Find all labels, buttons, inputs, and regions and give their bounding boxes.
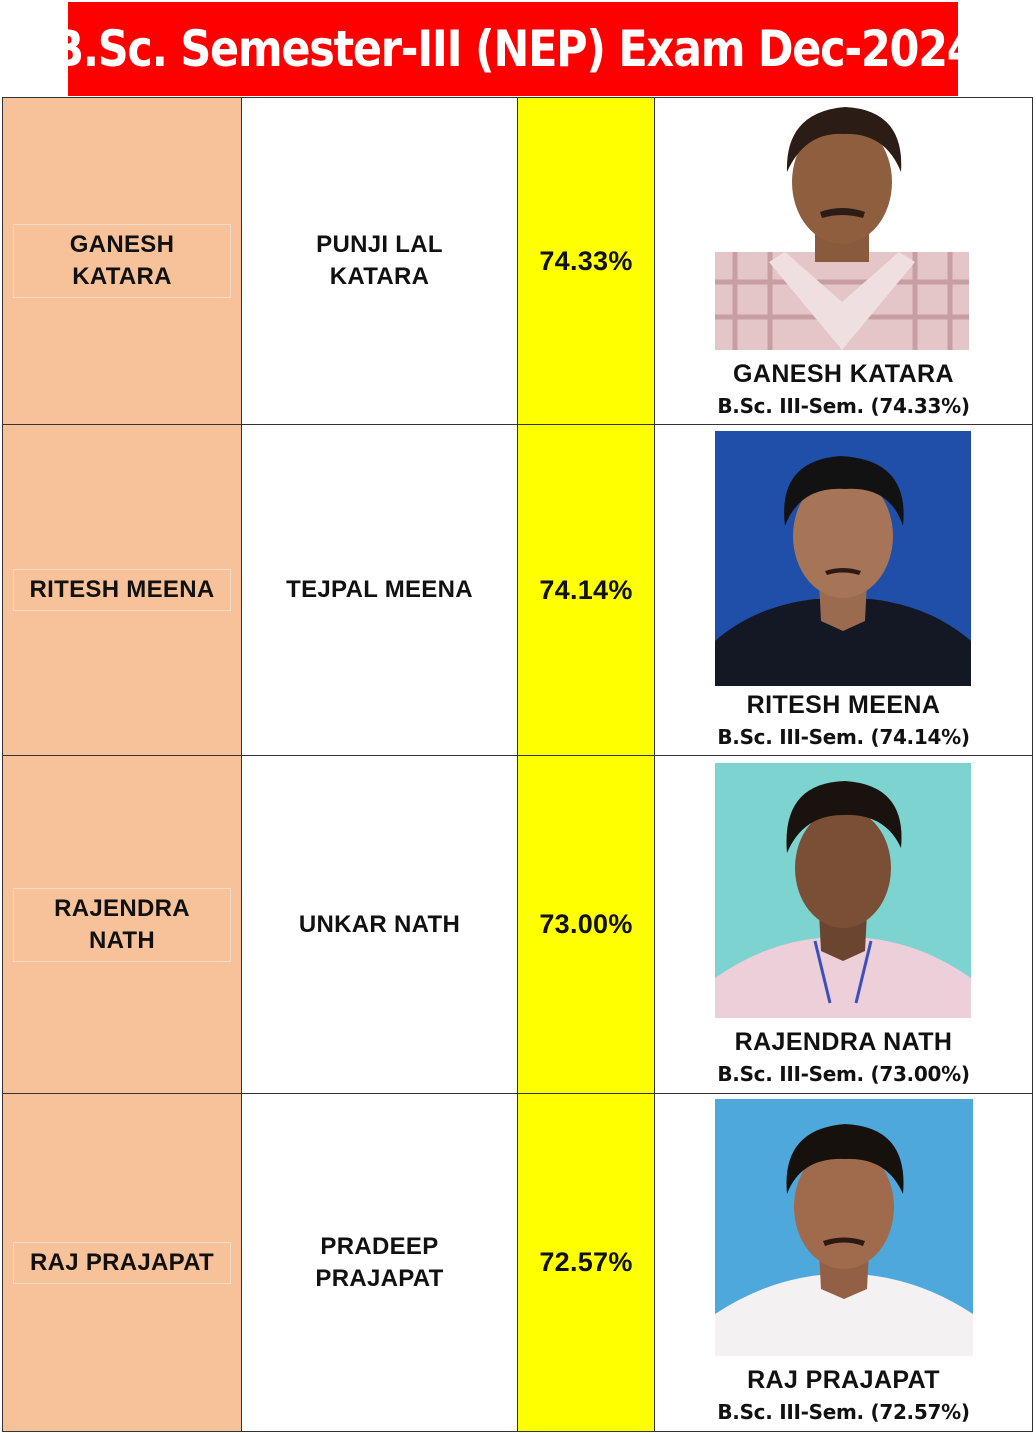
father-name-line: PUNJI LAL — [316, 231, 443, 258]
student-name-line: GANESH — [69, 231, 175, 258]
photo-cell — [655, 98, 1033, 425]
caption-name: GANESH KATARA — [733, 360, 954, 388]
student-name-line: RITESH MEENA — [29, 576, 215, 603]
student-name-cell — [3, 756, 242, 1094]
student-row — [3, 756, 1033, 1094]
student-row — [3, 425, 1033, 756]
percentage-cell — [518, 98, 655, 425]
caption-name: RITESH MEENA — [746, 691, 941, 719]
student-name-line: NATH — [88, 926, 156, 954]
student-photo — [715, 102, 969, 350]
father-name-cell — [242, 425, 518, 756]
student-name-line: RAJENDRA — [54, 894, 190, 922]
caption-subtitle: B.Sc. III-Sem. (74.33%) — [717, 394, 970, 418]
student-row — [3, 1094, 1033, 1432]
percentage-cell — [518, 1094, 655, 1432]
caption-subtitle: B.Sc. III-Sem. (73.00%) — [717, 1062, 970, 1086]
father-name-line: PRAJAPAT — [315, 1264, 444, 1292]
father-name — [242, 909, 517, 941]
caption-subtitle: B.Sc. III-Sem. (74.14%) — [717, 725, 970, 749]
caption-subtitle: B.Sc. III-Sem. (72.57%) — [717, 1400, 970, 1424]
father-name-line: KATARA — [329, 263, 430, 290]
caption-name: RAJ PRAJAPAT — [747, 1366, 940, 1394]
father-name-line: UNKAR NATH — [298, 910, 461, 938]
father-name-line: PRADEEP — [320, 1232, 439, 1260]
father-name — [242, 574, 517, 606]
photo-cell — [655, 756, 1033, 1094]
percentage: 74.14% — [539, 574, 633, 605]
father-name — [242, 1231, 517, 1295]
father-name — [242, 229, 517, 293]
title-banner — [50, 2, 976, 96]
percentage: 72.57% — [539, 1247, 633, 1277]
student-name-cell — [3, 425, 242, 756]
percentage-cell — [518, 425, 655, 756]
student-name — [13, 569, 231, 611]
student-name-cell — [3, 1094, 242, 1432]
student-photo — [715, 763, 971, 1018]
student-photo — [715, 1099, 973, 1356]
father-name-line: TEJPAL MEENA — [286, 576, 473, 603]
caption-name: RAJENDRA NATH — [734, 1028, 953, 1056]
page-title: B.Sc. Semester-III (NEP) Exam Dec-2024 — [50, 20, 976, 78]
father-name-cell — [242, 98, 518, 425]
results-table — [2, 97, 1033, 1432]
student-row — [3, 98, 1033, 425]
photo-cell — [655, 425, 1033, 756]
photo-cell — [655, 1094, 1033, 1432]
student-name-line: KATARA — [72, 263, 172, 290]
father-name-cell — [242, 1094, 518, 1432]
percentage: 74.33% — [539, 245, 633, 276]
student-photo — [715, 431, 971, 686]
student-name — [13, 888, 231, 962]
percentage-cell — [518, 756, 655, 1094]
father-name-cell — [242, 756, 518, 1094]
student-name — [13, 224, 231, 298]
student-name — [13, 1242, 231, 1284]
student-name-line: RAJ PRAJAPAT — [29, 1248, 215, 1276]
student-name-cell — [3, 98, 242, 425]
percentage: 73.00% — [539, 909, 633, 939]
